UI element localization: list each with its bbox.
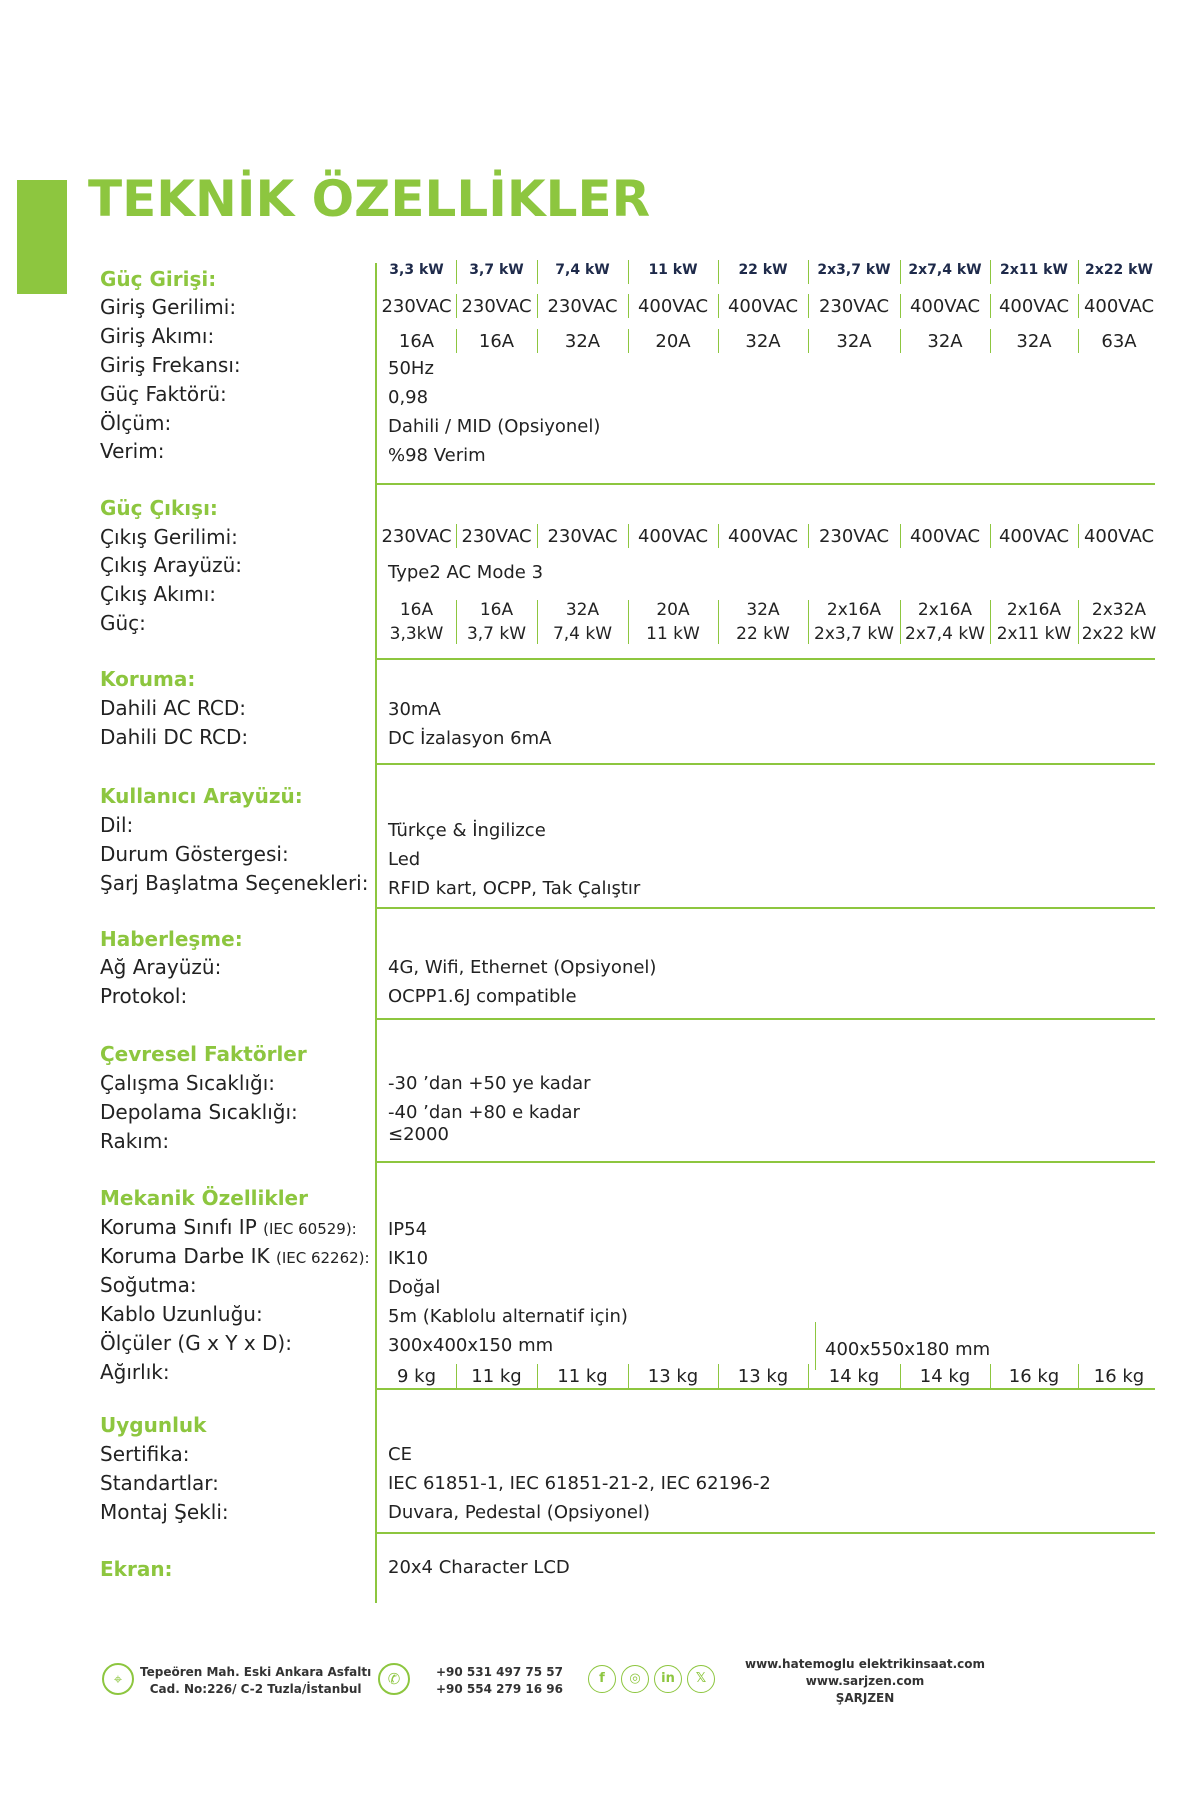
section-heading-environment: Çevresel Faktörler [100, 1042, 307, 1066]
model-column-header: 2x22 kW [1085, 262, 1153, 278]
mounting-label: Montaj Şekli: [100, 1500, 229, 1524]
model-column-header: 2x3,7 kW [817, 262, 891, 278]
column-separator [628, 524, 629, 548]
column-separator [808, 329, 809, 353]
section-separator [375, 1532, 1155, 1534]
output-power-value: 2x11 kW [996, 624, 1072, 644]
input-voltage-cell: 230VAC [461, 296, 532, 317]
input-frequency-label: Giriş Frekansı: [100, 353, 241, 377]
input-voltage-cell: 230VAC [381, 296, 452, 317]
title-accent-bar [17, 180, 67, 294]
footer-phones [436, 1664, 563, 1698]
language-label: Dil: [100, 813, 134, 837]
output-voltage-cell: 230VAC [461, 526, 532, 547]
ik-class-value: IK10 [388, 1248, 429, 1269]
output-interface-value: Type2 AC Mode 3 [388, 562, 544, 583]
metering-label: Ölçüm: [100, 411, 172, 435]
linkedin-icon[interactable]: in [654, 1665, 682, 1693]
weight-cell: 13 kg [647, 1366, 699, 1387]
network-label: Ağ Arayüzü: [100, 955, 222, 979]
input-voltage-cell: 230VAC [818, 296, 890, 317]
output-power-value: 2x7,4 kW [905, 624, 985, 644]
column-separator [456, 1364, 457, 1388]
output-voltage-cell: 230VAC [547, 526, 618, 547]
column-separator [718, 260, 719, 284]
output-current-value: 2x32A [1091, 600, 1147, 620]
output-power-value: 3,7 kW [466, 624, 527, 644]
column-separator [990, 329, 991, 353]
output-voltage-cell: 230VAC [818, 526, 890, 547]
efficiency-value: %98 Verim [388, 445, 486, 466]
column-separator [990, 294, 991, 318]
footer-website-1[interactable]: www.hatemoglu elektrikinsaat.com [745, 1657, 986, 1671]
certificate-label: Sertifika: [100, 1442, 190, 1466]
output-current-value: 2x16A [917, 600, 973, 620]
column-separator [718, 329, 719, 353]
protocol-value: OCPP1.6J compatible [388, 986, 577, 1007]
ac-rcd-label: Dahili AC RCD: [100, 696, 247, 720]
weight-cell: 14 kg [919, 1366, 971, 1387]
section-separator [375, 1161, 1155, 1163]
input-current-cell: 32A [836, 331, 872, 352]
output-current-value: 2x16A [826, 600, 882, 620]
column-separator [537, 1364, 538, 1388]
standards-value: IEC 61851-1, IEC 61851-21-2, IEC 62196-2 [388, 1473, 771, 1494]
input-current-cell: 32A [745, 331, 781, 352]
weight-cell: 11 kg [557, 1366, 608, 1387]
output-voltage-cell: 230VAC [381, 526, 452, 547]
section-separator [375, 763, 1155, 765]
column-separator [1078, 524, 1079, 548]
column-separator [1078, 260, 1079, 284]
input-voltage-label: Giriş Gerilimi: [100, 295, 237, 319]
column-separator [456, 329, 457, 353]
status-indicator-label: Durum Göstergesi: [100, 842, 289, 866]
output-current-power-cell [990, 598, 1078, 646]
output-current-power-cell [628, 598, 718, 646]
output-power-value: 11 kW [646, 624, 700, 644]
column-separator [900, 600, 901, 644]
output-current-power-cell [808, 598, 900, 646]
column-separator [718, 294, 719, 318]
output-current-power-cell [377, 598, 456, 646]
weight-cell: 16 kg [1008, 1366, 1060, 1387]
model-column-header: 22 kW [738, 262, 788, 278]
model-column-header: 7,4 kW [555, 262, 610, 278]
output-current-power-cell [456, 598, 537, 646]
facebook-icon[interactable]: f [588, 1665, 616, 1693]
column-separator [900, 524, 901, 548]
charge-start-label: Şarj Başlatma Seçenekleri: [100, 871, 369, 895]
weight-cell: 11 kg [471, 1366, 522, 1387]
input-voltage-cell: 400VAC [637, 296, 709, 317]
model-column-header: 2x11 kW [1000, 262, 1068, 278]
dc-rcd-label: Dahili DC RCD: [100, 725, 249, 749]
weight-cell: 9 kg [396, 1366, 437, 1387]
column-separator [456, 260, 457, 284]
column-separator [808, 600, 809, 644]
input-current-cell: 20A [655, 331, 691, 352]
section-separator [375, 658, 1155, 660]
output-current-value: 2x16A [1006, 600, 1062, 620]
page-title: TEKNİK ÖZELLİKLER [88, 170, 651, 228]
input-current-label: Giriş Akımı: [100, 324, 215, 348]
footer-phone-1[interactable]: +90 531 497 75 57 [436, 1665, 563, 1679]
ik-class-standard: (IEC 62262): [275, 1249, 370, 1267]
phone-icon: ✆ [378, 1663, 410, 1695]
storage-temp-label: Depolama Sıcaklığı: [100, 1100, 298, 1124]
output-current-power-cell [718, 598, 808, 646]
column-separator [990, 600, 991, 644]
output-power-value: 2x3,7 kW [814, 624, 894, 644]
section-heading-mechanical: Mekanik Özellikler [100, 1186, 308, 1210]
column-separator [808, 1364, 809, 1388]
section-separator [375, 483, 1155, 485]
metering-value: Dahili / MID (Opsiyonel) [388, 416, 601, 437]
column-separator [628, 600, 629, 644]
column-separator [537, 329, 538, 353]
column-separator [990, 524, 991, 548]
weight-cell: 13 kg [737, 1366, 789, 1387]
table-divider-vertical [375, 263, 377, 1603]
power-factor-label: Güç Faktörü: [100, 382, 227, 406]
cooling-value: Doğal [388, 1277, 441, 1298]
column-separator [628, 260, 629, 284]
output-current-value: 32A [565, 600, 600, 620]
input-current-cell: 32A [1016, 331, 1052, 352]
efficiency-label: Verim: [100, 439, 165, 463]
column-separator [1078, 294, 1079, 318]
dc-rcd-value: DC İzalasyon 6mA [388, 728, 552, 749]
input-current-cell: 16A [478, 331, 515, 352]
footer-website-2[interactable]: www.sarjzen.com [805, 1674, 925, 1688]
weight-cell: 14 kg [828, 1366, 880, 1387]
protocol-label: Protokol: [100, 984, 188, 1008]
column-separator [1078, 1364, 1079, 1388]
output-current-value: 32A [746, 600, 780, 620]
column-separator [1078, 600, 1079, 644]
location-pin-icon: ⌖ [102, 1663, 134, 1695]
dimensions-label: Ölçüler (G x Y x D): [100, 1331, 292, 1355]
output-voltage-label: Çıkış Gerilimi: [100, 525, 238, 549]
column-separator [900, 1364, 901, 1388]
ik-class-label [100, 1244, 370, 1268]
section-heading-compliance: Uygunluk [100, 1413, 207, 1437]
column-separator [456, 600, 457, 644]
operating-temp-label: Çalışma Sıcaklığı: [100, 1071, 276, 1095]
column-separator [900, 329, 901, 353]
output-current-power-cell [900, 598, 990, 646]
footer-address-line2: Cad. No:226/ C-2 Tuzla/İstanbul [149, 1682, 362, 1696]
altitude-value: ≤2000 [388, 1124, 449, 1145]
input-voltage-cell: 230VAC [547, 296, 618, 317]
ac-rcd-value: 30mA [388, 699, 441, 720]
column-separator [718, 1364, 719, 1388]
status-indicator-value: Led [388, 849, 421, 870]
column-separator [1078, 329, 1079, 353]
dimensions-divider [815, 1322, 816, 1370]
output-voltage-cell: 400VAC [1083, 526, 1155, 547]
model-column-header: 2x7,4 kW [908, 262, 982, 278]
input-voltage-cell: 400VAC [909, 296, 981, 317]
output-current-value: 20A [656, 600, 690, 620]
section-separator [375, 1388, 1155, 1390]
section-heading-protection: Koruma: [100, 667, 196, 691]
output-current-power-cell [537, 598, 628, 646]
output-power-label: Güç: [100, 611, 146, 635]
column-separator [628, 329, 629, 353]
ip-class-label [100, 1215, 357, 1239]
weight-label: Ağırlık: [100, 1360, 170, 1384]
footer-address-line1: Tepeören Mah. Eski Ankara Asfaltı [140, 1665, 372, 1679]
column-separator [456, 524, 457, 548]
cooling-label: Soğutma: [100, 1273, 197, 1297]
footer-address [140, 1664, 371, 1698]
section-heading-power-input: Güç Girişi: [100, 267, 217, 291]
output-current-power-cell [1078, 598, 1160, 646]
section-heading-communication: Haberleşme: [100, 927, 243, 951]
input-current-cell: 16A [398, 331, 435, 352]
footer-brand: ŞARJZEN [835, 1691, 895, 1705]
instagram-icon[interactable]: ◎ [621, 1665, 649, 1693]
footer-web [745, 1656, 985, 1707]
model-column-header: 3,3 kW [389, 262, 444, 278]
column-separator [808, 260, 809, 284]
input-current-cell: 32A [927, 331, 963, 352]
section-separator [375, 907, 1155, 909]
section-heading-power-output: Güç Çıkışı: [100, 496, 218, 520]
ip-class-standard: (IEC 60529): [263, 1220, 357, 1238]
column-separator [900, 294, 901, 318]
column-separator [808, 524, 809, 548]
operating-temp-value: -30 ’dan +50 ye kadar [388, 1073, 591, 1094]
column-separator [537, 600, 538, 644]
section-separator [375, 1018, 1155, 1020]
column-separator [628, 294, 629, 318]
ip-class-label-text: Koruma Sınıfı IP [100, 1215, 257, 1239]
column-separator [990, 260, 991, 284]
input-current-cell: 32A [564, 331, 601, 352]
footer-phone-2[interactable]: +90 554 279 16 96 [436, 1682, 563, 1696]
x-twitter-icon[interactable]: 𝕏 [687, 1665, 715, 1693]
output-voltage-cell: 400VAC [727, 526, 799, 547]
input-voltage-cell: 400VAC [1083, 296, 1155, 317]
dimensions-small-value: 300x400x150 mm [388, 1335, 554, 1356]
output-current-label: Çıkış Akımı: [100, 582, 217, 606]
ip-class-value: IP54 [388, 1219, 428, 1240]
cable-length-label: Kablo Uzunluğu: [100, 1302, 263, 1326]
column-separator [718, 600, 719, 644]
weight-cell: 16 kg [1093, 1366, 1145, 1387]
network-value: 4G, Wifi, Ethernet (Opsiyonel) [388, 957, 657, 978]
column-separator [537, 260, 538, 284]
output-power-value: 22 kW [736, 624, 790, 644]
output-interface-label: Çıkış Arayüzü: [100, 553, 243, 577]
input-frequency-value: 50Hz [388, 358, 434, 379]
charge-start-value: RFID kart, OCPP, Tak Çalıştır [388, 878, 641, 899]
column-separator [900, 260, 901, 284]
column-separator [808, 294, 809, 318]
model-column-header: 3,7 kW [469, 262, 524, 278]
output-power-value: 2x22 kW [1081, 624, 1157, 644]
model-column-header: 11 kW [648, 262, 698, 278]
output-power-value: 7,4 kW [552, 624, 613, 644]
dimensions-large-value: 400x550x180 mm [825, 1339, 991, 1360]
column-separator [718, 524, 719, 548]
output-current-value: 16A [479, 600, 514, 620]
section-heading-display: Ekran: [100, 1557, 173, 1581]
display-value: 20x4 Character LCD [388, 1557, 570, 1578]
output-current-value: 16A [399, 600, 434, 620]
storage-temp-value: -40 ’dan +80 e kadar [388, 1102, 580, 1123]
mounting-value: Duvara, Pedestal (Opsiyonel) [388, 1502, 650, 1523]
certificate-value: CE [388, 1444, 412, 1465]
output-voltage-cell: 400VAC [909, 526, 981, 547]
altitude-label: Rakım: [100, 1129, 170, 1153]
power-factor-value: 0,98 [388, 387, 429, 408]
input-current-cell: 63A [1101, 331, 1137, 352]
language-value: Türkçe & İngilizce [388, 820, 546, 841]
cable-length-value: 5m (Kablolu alternatif için) [388, 1306, 628, 1327]
column-separator [537, 294, 538, 318]
output-voltage-cell: 400VAC [637, 526, 709, 547]
input-voltage-cell: 400VAC [727, 296, 799, 317]
output-power-value: 3,3kW [389, 624, 444, 644]
ik-class-label-text: Koruma Darbe IK [100, 1244, 270, 1268]
output-voltage-cell: 400VAC [998, 526, 1070, 547]
section-heading-user-interface: Kullanıcı Arayüzü: [100, 784, 303, 808]
column-separator [456, 294, 457, 318]
column-separator [990, 1364, 991, 1388]
input-voltage-cell: 400VAC [998, 296, 1070, 317]
standards-label: Standartlar: [100, 1471, 219, 1495]
column-separator [537, 524, 538, 548]
column-separator [628, 1364, 629, 1388]
